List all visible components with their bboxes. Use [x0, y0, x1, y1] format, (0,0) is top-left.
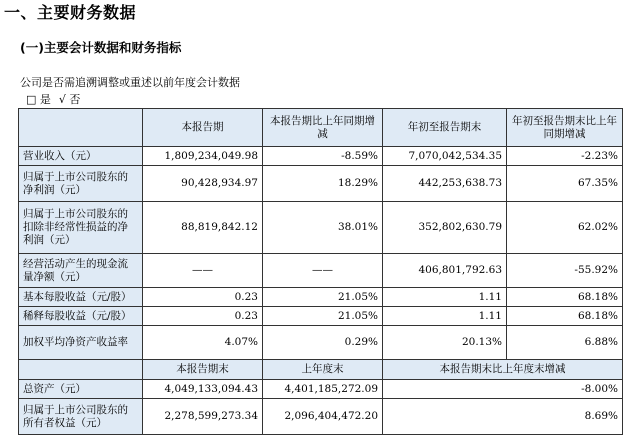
- table-row: [19, 202, 623, 254]
- table-row: [19, 288, 623, 307]
- table-row: [19, 307, 623, 326]
- row-label: 加权平均净资产收益率: [19, 326, 143, 360]
- value-cell: 442,253,638.73: [383, 166, 507, 202]
- header-cell: 年初至报告期末: [383, 109, 507, 147]
- value-cell: 7,070,042,534.35: [383, 147, 507, 166]
- checkmark-icon: √: [58, 93, 66, 106]
- value-cell: 20.13%: [383, 326, 507, 360]
- row-label: 稀释每股收益（元/股）: [19, 307, 143, 326]
- value-cell: 4,401,185,272.09: [263, 380, 383, 399]
- option-no-label: 否: [69, 93, 81, 106]
- header-cell: 上年度末: [263, 360, 383, 380]
- table-row: [19, 399, 623, 435]
- value-cell: 6.88%: [507, 326, 623, 360]
- value-cell: -8.59%: [263, 147, 383, 166]
- row-label: 总资产（元）: [19, 380, 143, 399]
- table-row: [19, 326, 623, 360]
- header-cell: [19, 360, 143, 380]
- value-cell: 67.35%: [507, 166, 623, 202]
- header-cell: 本报告期: [143, 109, 263, 147]
- value-cell: 0.23: [143, 288, 263, 307]
- value-cell: -2.23%: [507, 147, 623, 166]
- value-cell: 90,428,934.97: [143, 166, 263, 202]
- section-heading: 一、主要财务数据: [4, 3, 137, 22]
- value-cell: 8.69%: [383, 399, 623, 435]
- header-cell: 本报告期比上年同期增减: [263, 109, 383, 147]
- value-cell: 4.07%: [143, 326, 263, 360]
- value-cell: 0.23: [143, 307, 263, 326]
- value-cell: 62.02%: [507, 202, 623, 254]
- unchecked-box-icon: □: [26, 93, 37, 106]
- subsection-heading: (一)主要会计数据和财务指标: [20, 40, 182, 55]
- table-row: [19, 147, 623, 166]
- financial-indicators-table: [18, 108, 623, 435]
- value-cell: 2,278,599,273.34: [143, 399, 263, 435]
- header-cell: [19, 109, 143, 147]
- value-cell: -8.00%: [383, 380, 623, 399]
- value-cell: 406,801,792.63: [383, 254, 507, 288]
- value-cell: 1,809,234,049.98: [143, 147, 263, 166]
- row-label: 基本每股收益（元/股）: [19, 288, 143, 307]
- table-row: [19, 166, 623, 202]
- value-cell: 21.05%: [263, 307, 383, 326]
- option-no[interactable]: [59, 91, 81, 107]
- value-cell: 1.11: [383, 307, 507, 326]
- table-row: [19, 254, 623, 288]
- value-cell: 352,802,630.79: [383, 202, 507, 254]
- table-header-row: [19, 109, 623, 147]
- table-row: [19, 380, 623, 399]
- value-cell: 68.18%: [507, 307, 623, 326]
- header-cell: 本报告期末: [143, 360, 263, 380]
- table-header-row: [19, 360, 623, 380]
- restatement-options: [26, 91, 80, 107]
- value-cell: 4,049,133,094.43: [143, 380, 263, 399]
- row-label: 营业收入（元）: [19, 147, 143, 166]
- header-cell: 年初至报告期末比上年同期增减: [507, 109, 623, 147]
- option-yes-label: 是: [39, 93, 51, 106]
- row-label: 归属于上市公司股东的扣除非经常性损益的净利润（元）: [19, 202, 143, 254]
- value-cell: ——: [263, 254, 383, 288]
- row-label: 归属于上市公司股东的净利润（元）: [19, 166, 143, 202]
- value-cell: 68.18%: [507, 288, 623, 307]
- row-label: 经营活动产生的现金流量净额（元）: [19, 254, 143, 288]
- value-cell: 88,819,842.12: [143, 202, 263, 254]
- value-cell: ——: [143, 254, 263, 288]
- restatement-question: 公司是否需追溯调整或重述以前年度会计数据: [20, 76, 240, 89]
- value-cell: 21.05%: [263, 288, 383, 307]
- row-label: 归属于上市公司股东的所有者权益（元）: [19, 399, 143, 435]
- value-cell: -55.92%: [507, 254, 623, 288]
- header-cell: 本报告期末比上年度末增减: [383, 360, 623, 380]
- value-cell: 38.01%: [263, 202, 383, 254]
- value-cell: 2,096,404,472.20: [263, 399, 383, 435]
- value-cell: 0.29%: [263, 326, 383, 360]
- value-cell: 18.29%: [263, 166, 383, 202]
- value-cell: 1.11: [383, 288, 507, 307]
- option-yes[interactable]: [26, 91, 51, 107]
